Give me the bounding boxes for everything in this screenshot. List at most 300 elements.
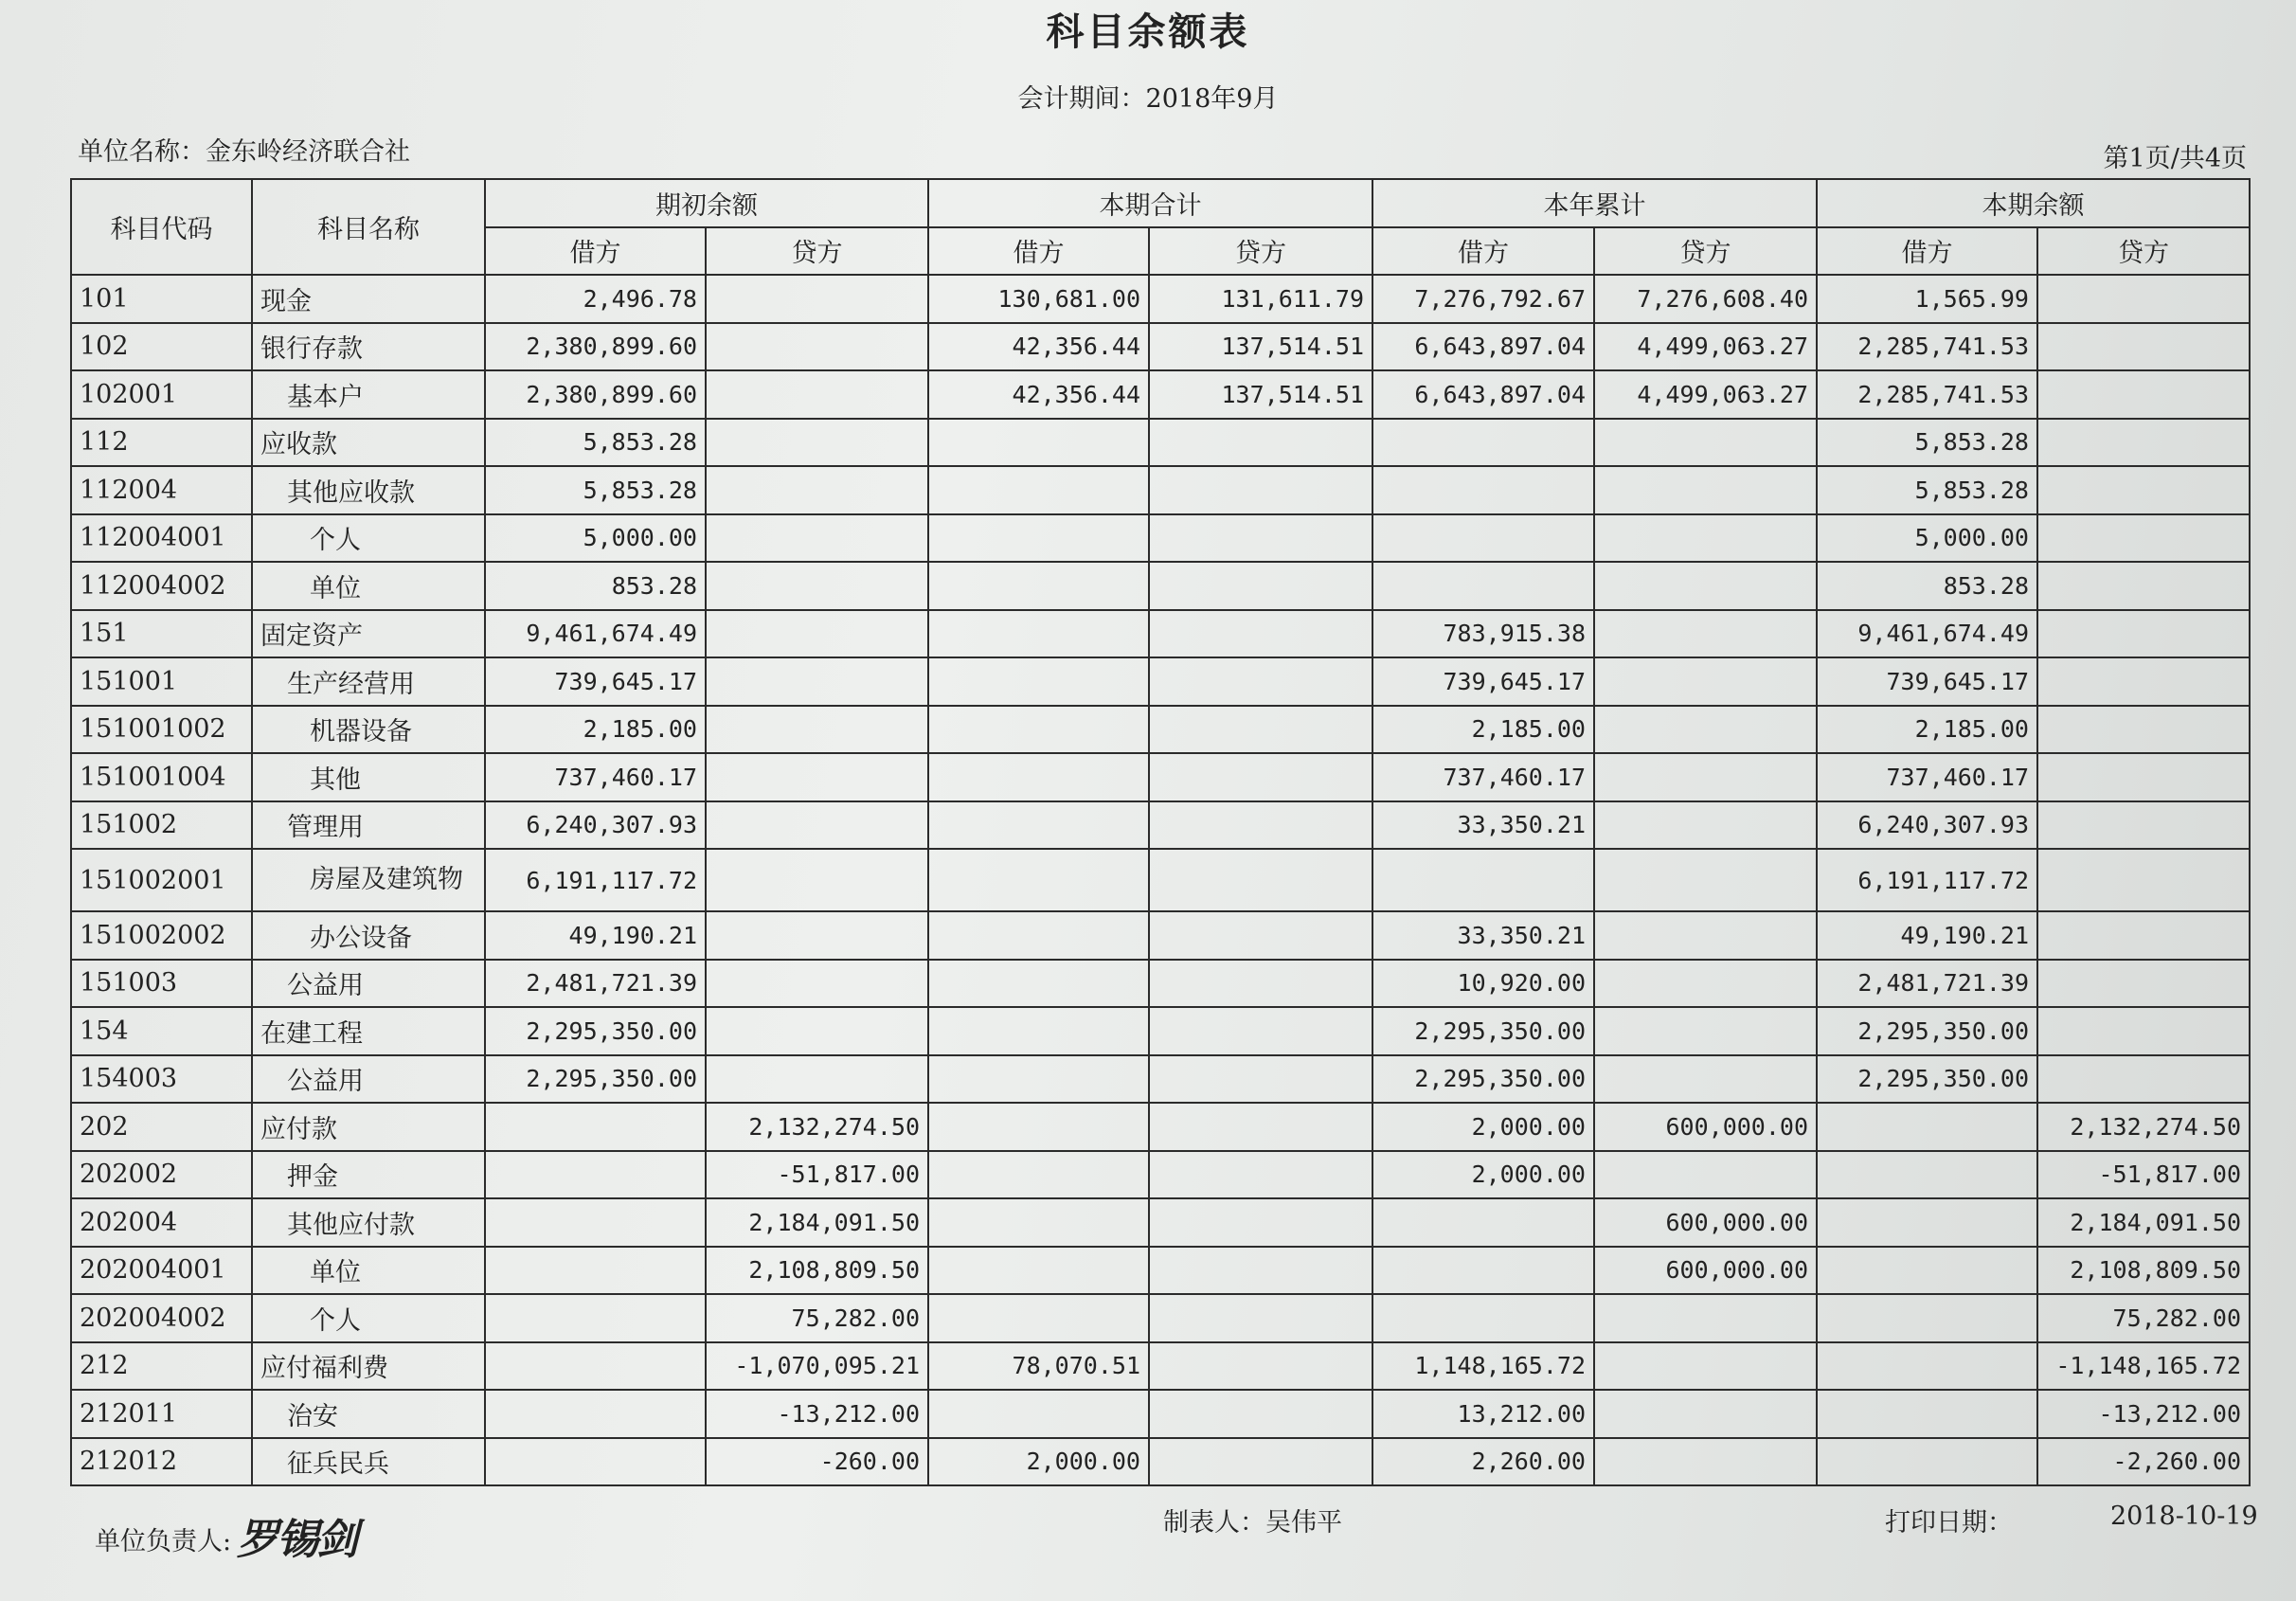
opening-credit-cell [706, 275, 928, 323]
account-name-text: 银行存款 [260, 334, 363, 365]
ending-credit-cell [2037, 466, 2250, 514]
print-date: 2018-10-19 [2110, 1502, 2258, 1531]
account-name [252, 753, 485, 801]
account-name [252, 514, 485, 563]
ending-debit-cell [1817, 1151, 2037, 1199]
period-debit-cell [928, 1151, 1149, 1199]
period-credit-cell [1149, 1198, 1372, 1247]
leader-field [95, 1502, 356, 1562]
account-name-text: 押金 [287, 1162, 338, 1193]
opening-debit-cell: 2,185.00 [485, 706, 706, 754]
header-debit: 借方 [1372, 227, 1594, 276]
period-debit-cell [928, 657, 1149, 706]
year-debit-cell: 13,212.00 [1372, 1390, 1594, 1438]
year-debit-cell [1372, 419, 1594, 467]
opening-credit-cell [706, 610, 928, 658]
ending-debit-cell [1817, 1103, 2037, 1151]
year-credit-cell: 600,000.00 [1594, 1198, 1817, 1247]
year-credit-cell [1594, 1390, 1817, 1438]
opening-debit-cell [485, 1342, 706, 1391]
account-code: 112 [71, 419, 252, 467]
account-name [252, 706, 485, 754]
opening-credit-cell [706, 370, 928, 419]
table-row [71, 657, 2250, 706]
opening-debit-cell [485, 1151, 706, 1199]
period-credit-cell [1149, 911, 1372, 960]
year-debit-cell: 783,915.38 [1372, 610, 1594, 658]
opening-debit-cell: 2,380,899.60 [485, 370, 706, 419]
opening-credit-cell [706, 911, 928, 960]
opening-credit-cell: 75,282.00 [706, 1294, 928, 1342]
ending-debit-cell [1817, 1198, 2037, 1247]
year-debit-cell: 2,185.00 [1372, 706, 1594, 754]
year-debit-cell: 33,350.21 [1372, 801, 1594, 850]
header-credit: 贷方 [2037, 227, 2250, 276]
account-name [252, 960, 485, 1008]
account-code: 154 [71, 1007, 252, 1055]
ending-credit-cell [2037, 1007, 2250, 1055]
year-debit-cell: 7,276,792.67 [1372, 275, 1594, 323]
opening-credit-cell [706, 466, 928, 514]
year-debit-cell [1372, 1198, 1594, 1247]
year-debit-cell: 737,460.17 [1372, 753, 1594, 801]
ending-credit-cell [2037, 911, 2250, 960]
account-code: 212 [71, 1342, 252, 1391]
year-debit-cell [1372, 1247, 1594, 1295]
table-row [71, 753, 2250, 801]
page-indicator: 第1页/共4页 [2103, 144, 2247, 173]
account-code: 112004 [71, 466, 252, 514]
account-name [252, 1390, 485, 1438]
header-code: 科目代码 [71, 179, 252, 275]
year-debit-cell: 2,260.00 [1372, 1438, 1594, 1486]
header-credit: 贷方 [706, 227, 928, 276]
opening-debit-cell [485, 1247, 706, 1295]
account-name-text: 征兵民兵 [287, 1449, 389, 1480]
opening-credit-cell [706, 801, 928, 850]
opening-debit-cell [485, 1198, 706, 1247]
period-credit-cell [1149, 1103, 1372, 1151]
ending-credit-cell [2037, 657, 2250, 706]
account-name-text: 固定资产 [260, 621, 363, 652]
ending-debit-cell: 6,191,117.72 [1817, 849, 2037, 911]
account-name [252, 370, 485, 419]
print-date-label: 打印日期： [1885, 1508, 2013, 1538]
ending-debit-cell: 5,000.00 [1817, 514, 2037, 563]
period-credit-cell [1149, 466, 1372, 514]
ending-credit-cell [2037, 562, 2250, 610]
header-credit: 贷方 [1594, 227, 1817, 276]
ending-debit-cell: 49,190.21 [1817, 911, 2037, 960]
year-credit-cell [1594, 911, 1817, 960]
period-debit-cell: 2,000.00 [928, 1438, 1149, 1486]
account-name-text: 机器设备 [310, 717, 412, 747]
ending-debit-cell: 2,295,350.00 [1817, 1007, 2037, 1055]
header-credit: 贷方 [1149, 227, 1372, 276]
ending-debit-cell: 2,295,350.00 [1817, 1055, 2037, 1104]
period-debit-cell [928, 960, 1149, 1008]
year-debit-cell [1372, 514, 1594, 563]
period-debit-cell [928, 514, 1149, 563]
account-name [252, 466, 485, 514]
opening-debit-cell: 2,380,899.60 [485, 323, 706, 371]
account-name-text: 管理用 [287, 813, 364, 843]
year-credit-cell [1594, 514, 1817, 563]
table-row [71, 801, 2250, 850]
account-name-text: 应付款 [260, 1114, 337, 1144]
opening-debit-cell: 9,461,674.49 [485, 610, 706, 658]
ending-credit-cell: 2,132,274.50 [2037, 1103, 2250, 1151]
report-title: 科目余额表 [1046, 9, 1250, 54]
period-debit-cell [928, 1055, 1149, 1104]
account-code: 151003 [71, 960, 252, 1008]
ending-credit-cell: -51,817.00 [2037, 1151, 2250, 1199]
ending-credit-cell: 75,282.00 [2037, 1294, 2250, 1342]
header-period-total: 本期合计 [928, 179, 1372, 227]
ending-credit-cell [2037, 849, 2250, 911]
opening-debit-cell [485, 1103, 706, 1151]
leader-signature: 罗锡剑 [237, 1516, 357, 1564]
year-credit-cell [1594, 706, 1817, 754]
year-debit-cell: 10,920.00 [1372, 960, 1594, 1008]
year-debit-cell: 2,000.00 [1372, 1103, 1594, 1151]
account-code: 202004 [71, 1198, 252, 1247]
account-name-text: 公益用 [287, 1067, 364, 1097]
table-row [71, 1438, 2250, 1486]
period-debit-cell [928, 911, 1149, 960]
year-debit-cell [1372, 466, 1594, 514]
ending-credit-cell [2037, 610, 2250, 658]
period-debit-cell [928, 801, 1149, 850]
account-code: 112004002 [71, 562, 252, 610]
opening-credit-cell: -13,212.00 [706, 1390, 928, 1438]
header-year-cumulative: 本年累计 [1372, 179, 1817, 227]
opening-debit-cell: 2,496.78 [485, 275, 706, 323]
account-name [252, 1342, 485, 1391]
account-code: 151002 [71, 801, 252, 850]
year-debit-cell [1372, 562, 1594, 610]
ending-debit-cell: 5,853.28 [1817, 466, 2037, 514]
year-debit-cell: 33,350.21 [1372, 911, 1594, 960]
ending-debit-cell: 853.28 [1817, 562, 2037, 610]
ending-debit-cell [1817, 1294, 2037, 1342]
opening-debit-cell: 737,460.17 [485, 753, 706, 801]
opening-credit-cell: 2,132,274.50 [706, 1103, 928, 1151]
account-name-text: 个人 [310, 526, 361, 556]
ending-debit-cell [1817, 1438, 2037, 1486]
account-name-text: 应付福利费 [260, 1354, 388, 1384]
opening-credit-cell: 2,184,091.50 [706, 1198, 928, 1247]
year-credit-cell [1594, 1438, 1817, 1486]
period-credit-cell [1149, 1438, 1372, 1486]
table-row [71, 1294, 2250, 1342]
opening-credit-cell [706, 657, 928, 706]
account-code: 151002002 [71, 911, 252, 960]
table-row [71, 370, 2250, 419]
account-name-text: 办公设备 [310, 923, 412, 953]
period-credit-cell [1149, 419, 1372, 467]
account-name-text: 单位 [310, 1258, 361, 1288]
opening-credit-cell [706, 514, 928, 563]
period-debit-cell: 42,356.44 [928, 370, 1149, 419]
period-credit-cell [1149, 1294, 1372, 1342]
ending-credit-cell: -13,212.00 [2037, 1390, 2250, 1438]
opening-debit-cell: 6,191,117.72 [485, 849, 706, 911]
year-debit-cell: 6,643,897.04 [1372, 323, 1594, 371]
ending-credit-cell [2037, 370, 2250, 419]
account-name-text: 应收款 [260, 430, 337, 460]
opening-credit-cell: -260.00 [706, 1438, 928, 1486]
period-debit-cell: 130,681.00 [928, 275, 1149, 323]
account-code: 212011 [71, 1390, 252, 1438]
year-credit-cell [1594, 1055, 1817, 1104]
ending-debit-cell [1817, 1342, 2037, 1391]
account-name-text: 治安 [287, 1401, 338, 1431]
account-name [252, 911, 485, 960]
ending-credit-cell [2037, 960, 2250, 1008]
opening-debit-cell: 5,853.28 [485, 419, 706, 467]
account-name-text: 房屋及建筑物 [310, 865, 463, 894]
period-debit-cell [928, 562, 1149, 610]
period-credit-cell [1149, 960, 1372, 1008]
ending-credit-cell [2037, 514, 2250, 563]
table-body [71, 275, 2250, 1485]
period-credit-cell [1149, 514, 1372, 563]
account-code: 202002 [71, 1151, 252, 1199]
table-row [71, 1151, 2250, 1199]
account-code: 101 [71, 275, 252, 323]
account-name [252, 801, 485, 850]
unit-name: 单位名称：金东岭经济联合社 [78, 137, 410, 167]
opening-debit-cell [485, 1390, 706, 1438]
period-credit-cell [1149, 562, 1372, 610]
ending-debit-cell [1817, 1247, 2037, 1295]
opening-debit-cell: 2,295,350.00 [485, 1055, 706, 1104]
ending-debit-cell: 2,185.00 [1817, 706, 2037, 754]
period-credit-cell [1149, 849, 1372, 911]
ending-credit-cell: 2,184,091.50 [2037, 1198, 2250, 1247]
account-code: 202 [71, 1103, 252, 1151]
opening-credit-cell [706, 706, 928, 754]
year-credit-cell: 600,000.00 [1594, 1103, 1817, 1151]
preparer: 制表人：吴伟平 [1163, 1508, 1342, 1538]
opening-debit-cell: 5,853.28 [485, 466, 706, 514]
ending-debit-cell: 739,645.17 [1817, 657, 2037, 706]
opening-debit-cell [485, 1438, 706, 1486]
year-credit-cell [1594, 657, 1817, 706]
account-name [252, 657, 485, 706]
table-row [71, 849, 2250, 911]
account-name [252, 1007, 485, 1055]
table-row [71, 706, 2250, 754]
ending-debit-cell: 5,853.28 [1817, 419, 2037, 467]
accounting-period: 会计期间：2018年9月 [1017, 84, 1279, 114]
account-name [252, 1294, 485, 1342]
ending-credit-cell [2037, 275, 2250, 323]
period-debit-cell [928, 1007, 1149, 1055]
ending-debit-cell: 9,461,674.49 [1817, 610, 2037, 658]
account-code: 151001002 [71, 706, 252, 754]
opening-debit-cell: 2,295,350.00 [485, 1007, 706, 1055]
account-name-text: 其他应收款 [287, 477, 415, 508]
year-credit-cell [1594, 1294, 1817, 1342]
account-name-text: 生产经营用 [287, 669, 415, 699]
opening-credit-cell [706, 419, 928, 467]
table-row [71, 1390, 2250, 1438]
account-name-text: 个人 [310, 1305, 361, 1336]
ending-credit-cell [2037, 419, 2250, 467]
account-name [252, 1055, 485, 1104]
period-credit-cell [1149, 753, 1372, 801]
account-name-text: 其他应付款 [287, 1210, 415, 1240]
ending-credit-cell: -1,148,165.72 [2037, 1342, 2250, 1391]
period-credit-cell [1149, 610, 1372, 658]
account-name-text: 公益用 [287, 971, 364, 1001]
account-name [252, 419, 485, 467]
table-row [71, 1103, 2250, 1151]
year-credit-cell [1594, 1151, 1817, 1199]
period-credit-cell [1149, 1342, 1372, 1391]
opening-credit-cell [706, 562, 928, 610]
year-debit-cell: 1,148,165.72 [1372, 1342, 1594, 1391]
period-debit-cell [928, 706, 1149, 754]
account-name [252, 562, 485, 610]
account-code: 151002001 [71, 849, 252, 911]
table-row [71, 1247, 2250, 1295]
year-credit-cell [1594, 562, 1817, 610]
account-code: 202004001 [71, 1247, 252, 1295]
account-code: 102001 [71, 370, 252, 419]
year-debit-cell: 2,000.00 [1372, 1151, 1594, 1199]
header-opening-balance: 期初余额 [485, 179, 928, 227]
account-name-text: 现金 [260, 286, 312, 316]
header-name: 科目名称 [252, 179, 485, 275]
table-row [71, 323, 2250, 371]
opening-debit-cell: 49,190.21 [485, 911, 706, 960]
year-debit-cell: 739,645.17 [1372, 657, 1594, 706]
period-debit-cell [928, 1198, 1149, 1247]
leader-label: 单位负责人: [95, 1527, 232, 1556]
period-credit-cell [1149, 801, 1372, 850]
header-debit: 借方 [1817, 227, 2037, 276]
account-name-text: 其他 [310, 765, 361, 795]
period-debit-cell [928, 1294, 1149, 1342]
period-debit-cell [928, 753, 1149, 801]
account-name [252, 1247, 485, 1295]
ending-credit-cell [2037, 706, 2250, 754]
year-credit-cell: 4,499,063.27 [1594, 370, 1817, 419]
table-row [71, 1007, 2250, 1055]
account-name [252, 1198, 485, 1247]
period-debit-cell [928, 610, 1149, 658]
period-credit-cell [1149, 1007, 1372, 1055]
opening-debit-cell: 6,240,307.93 [485, 801, 706, 850]
ending-debit-cell: 2,481,721.39 [1817, 960, 2037, 1008]
period-credit-cell [1149, 1151, 1372, 1199]
header-debit: 借方 [928, 227, 1149, 276]
opening-credit-cell [706, 960, 928, 1008]
year-credit-cell [1594, 849, 1817, 911]
table-row [71, 960, 2250, 1008]
year-debit-cell [1372, 1294, 1594, 1342]
year-debit-cell [1372, 849, 1594, 911]
table-row [71, 911, 2250, 960]
account-code: 102 [71, 323, 252, 371]
year-credit-cell [1594, 466, 1817, 514]
period-debit-cell [928, 1390, 1149, 1438]
year-credit-cell [1594, 419, 1817, 467]
opening-debit-cell: 739,645.17 [485, 657, 706, 706]
account-code: 154003 [71, 1055, 252, 1104]
ending-credit-cell: -2,260.00 [2037, 1438, 2250, 1486]
year-debit-cell: 2,295,350.00 [1372, 1055, 1594, 1104]
period-credit-cell: 137,514.51 [1149, 370, 1372, 419]
period-debit-cell [928, 1103, 1149, 1151]
account-name-text: 单位 [310, 573, 361, 603]
opening-debit-cell: 2,481,721.39 [485, 960, 706, 1008]
account-code: 151 [71, 610, 252, 658]
table-row [71, 562, 2250, 610]
table-row [71, 275, 2250, 323]
year-credit-cell [1594, 960, 1817, 1008]
period-credit-cell [1149, 1390, 1372, 1438]
account-name [252, 1151, 485, 1199]
opening-debit-cell: 853.28 [485, 562, 706, 610]
period-credit-cell [1149, 1055, 1372, 1104]
ending-debit-cell: 2,285,741.53 [1817, 370, 2037, 419]
opening-credit-cell [706, 1007, 928, 1055]
header-debit: 借方 [485, 227, 706, 276]
table-row [71, 1198, 2250, 1247]
account-name [252, 1103, 485, 1151]
table-row [71, 514, 2250, 563]
period-credit-cell [1149, 1247, 1372, 1295]
ending-credit-cell [2037, 1055, 2250, 1104]
period-debit-cell [928, 466, 1149, 514]
period-debit-cell [928, 849, 1149, 911]
ending-debit-cell [1817, 1390, 2037, 1438]
year-credit-cell: 7,276,608.40 [1594, 275, 1817, 323]
header-ending-balance: 本期余额 [1817, 179, 2250, 227]
period-debit-cell [928, 1247, 1149, 1295]
account-name [252, 1438, 485, 1486]
opening-credit-cell [706, 753, 928, 801]
opening-credit-cell [706, 1055, 928, 1104]
period-credit-cell: 131,611.79 [1149, 275, 1372, 323]
table-row [71, 466, 2250, 514]
opening-credit-cell: 2,108,809.50 [706, 1247, 928, 1295]
account-name-text: 基本户 [287, 382, 364, 412]
account-name [252, 275, 485, 323]
year-credit-cell: 600,000.00 [1594, 1247, 1817, 1295]
period-credit-cell [1149, 657, 1372, 706]
year-credit-cell [1594, 753, 1817, 801]
opening-credit-cell: -1,070,095.21 [706, 1342, 928, 1391]
period-debit-cell: 78,070.51 [928, 1342, 1149, 1391]
opening-credit-cell [706, 323, 928, 371]
opening-debit-cell [485, 1294, 706, 1342]
ending-credit-cell [2037, 753, 2250, 801]
table-row [71, 419, 2250, 467]
table-row [71, 1055, 2250, 1104]
year-debit-cell: 6,643,897.04 [1372, 370, 1594, 419]
year-credit-cell [1594, 610, 1817, 658]
account-code: 151001004 [71, 753, 252, 801]
opening-credit-cell: -51,817.00 [706, 1151, 928, 1199]
period-credit-cell [1149, 706, 1372, 754]
year-credit-cell [1594, 1342, 1817, 1391]
account-name-text: 在建工程 [260, 1018, 363, 1049]
